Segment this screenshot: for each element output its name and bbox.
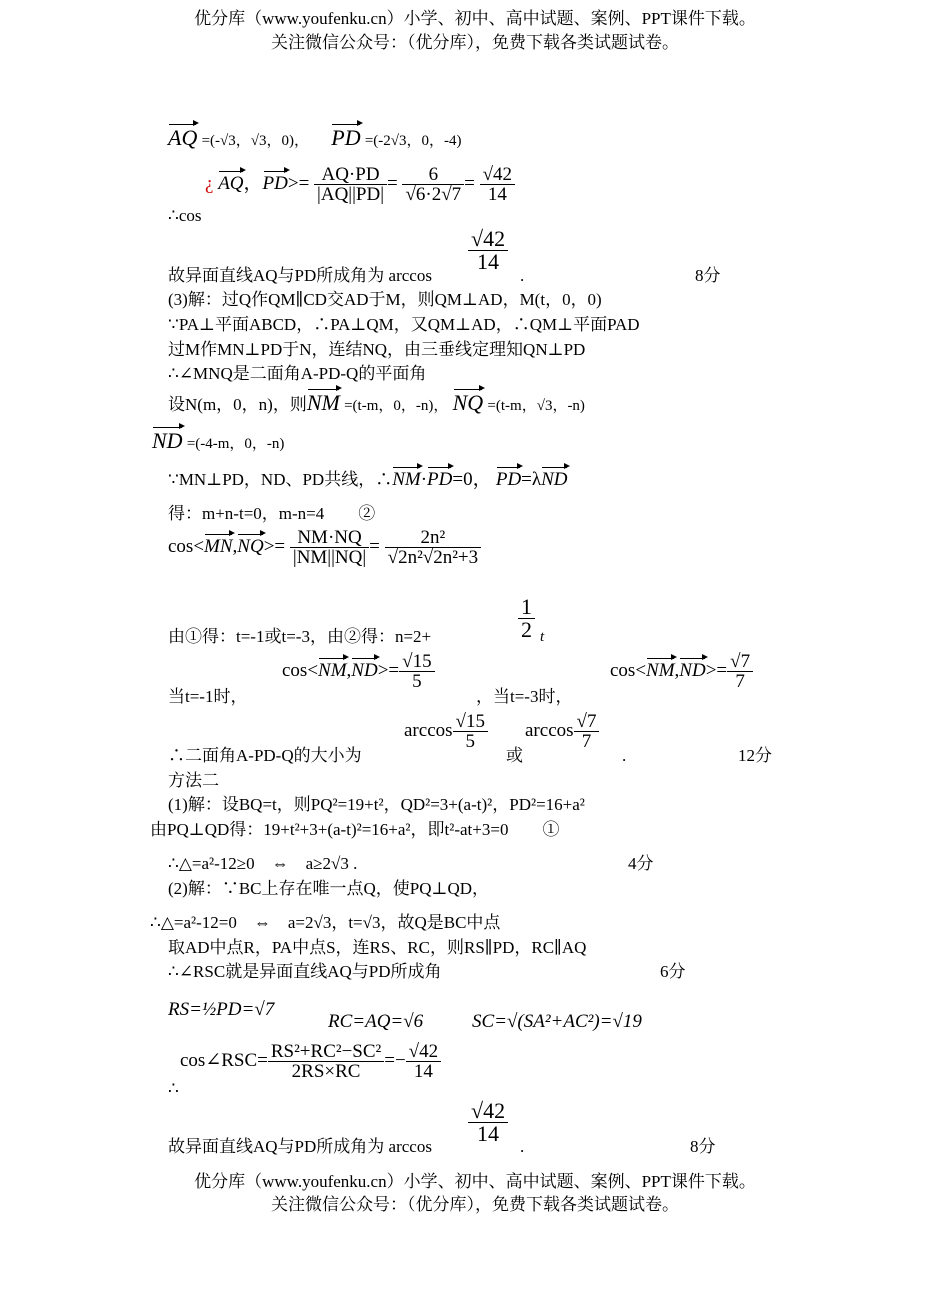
vector-aq-line: [168, 127, 462, 149]
vector-pd: PD: [331, 125, 361, 150]
therefore-2: ∴: [168, 1079, 179, 1098]
vector-aq-value: =(-√3，√3，0)，: [201, 133, 309, 149]
vec-pd-dot: PD: [427, 469, 453, 490]
part3-line-e: [168, 392, 585, 414]
arccos-2: [525, 712, 599, 751]
cos-mn-rden: √2n²√2n²+3: [387, 547, 479, 568]
part3-line-g: ∵MN⊥PD，ND、PD共线，∴NM·PD=0， PD=λND: [168, 469, 568, 490]
cos2-num: √7: [727, 652, 753, 672]
cos-fraction-den: |AQ||PD|: [317, 184, 384, 205]
cos1-den: 5: [412, 671, 422, 692]
cos-rsc-rden: 14: [413, 1061, 433, 1082]
vec-nd: ND: [152, 428, 183, 453]
vec-nq-value: =(t-m，√3，-n): [487, 398, 585, 414]
cos-fraction: [314, 165, 387, 204]
arccos2-num: √7: [574, 712, 600, 732]
lambda: =λ: [521, 469, 542, 490]
arccos-label-2: arccos: [525, 719, 574, 741]
when-t-3: ，当t=-3时，: [476, 687, 573, 706]
period-3: .: [520, 1137, 525, 1156]
cos-mn-result: [385, 528, 481, 567]
arccos1-den: 5: [465, 731, 475, 752]
dihedral-answer: ∴二面角A-PD-Q的大小为: [168, 746, 362, 765]
cos-mn-rnum: 2n²: [385, 528, 481, 548]
cos-label: cos<: [168, 535, 205, 557]
set-n: 设N(m，0，n)，则: [168, 395, 307, 414]
score-8b: 8分: [690, 1137, 716, 1156]
part3-line-c: 过M作MN⊥PD于N，连结NQ，由三垂线定理知QN⊥PD: [168, 340, 586, 359]
part3-line-a: (3)解：过Q作QM∥CD交AD于M，则QM⊥AD，M(t，0，0): [168, 290, 602, 309]
score-12: 12分: [738, 746, 772, 765]
m2-line-e: ∴△=a²-12=0 ⇔ a=2√3，t=√3，故Q是BC中点: [150, 913, 501, 932]
part3-line-h: 得：m+n-t=0，m-n=4 ②: [168, 504, 376, 523]
vec-nq: NQ: [452, 390, 484, 415]
cos-fraction-num: AQ·PD: [314, 165, 387, 185]
vec-nd-value: =(-4-m，0，-n): [186, 436, 285, 452]
frac6-num: 6: [402, 165, 464, 185]
vector-pd-value: =(-2√3，0，-4): [364, 133, 462, 149]
ans1-den: 14: [477, 249, 500, 274]
vec-nm: NM: [306, 390, 340, 415]
score-4: 4分: [628, 854, 654, 873]
m2-line-a: (1)解：设BQ=t，则PQ²=19+t²，QD²=3+(a-t)²，PD²=16+a²: [168, 795, 585, 814]
collinear-text: ∵MN⊥PD，ND、PD共线，∴: [168, 470, 393, 489]
ans2-num: √42: [468, 1100, 508, 1123]
half-fraction: [518, 596, 535, 641]
part3-line-d: ∴∠MNQ是二面角A-PD-Q的平面角: [168, 364, 427, 383]
header-line-1: 优分库（www.youfenku.cn）小学、初中、高中试题、案例、PPT课件下载。: [194, 9, 756, 28]
m2-line-f: 取AD中点R，PA中点S，连RS、RC，则RS∥PD，RC∥AQ: [168, 938, 587, 957]
vec-pd-inline: PD: [262, 172, 288, 194]
or-word: 或: [506, 746, 523, 765]
vec-nm-dot: NM: [392, 469, 421, 490]
arccos2-den: 7: [581, 731, 592, 752]
answer-1: 故异面直线AQ与PD所成角为 arccos: [168, 266, 432, 285]
vec-nd-eq: ND: [541, 469, 568, 490]
cos-nm-nd-1: cos<NM,ND>= $\frac{√15}{5}$: [282, 652, 435, 691]
cos-formula: ¿ AQ，PD>= $\frac{AQ\cdot PD}{|AQ||PD|}$ = $\frac{6}{√6\cdot 2√7}$ = $\frac{√42}{14}$: [205, 165, 515, 204]
cos-rsc-den: 2RS×RC: [291, 1061, 361, 1082]
part3-line-j: 由①得：t=-1或t=-3，由②得：n=2+: [168, 627, 432, 646]
vector-aq: AQ: [168, 125, 198, 150]
r42-num: √42: [480, 165, 515, 185]
score-6: 6分: [660, 962, 686, 981]
sc-equation: SC=√(SA²+AC²)=√19: [472, 1011, 642, 1032]
cos-rsc-rnum: √42: [406, 1042, 441, 1062]
part3-line-f: [152, 430, 284, 452]
cos-mn-frac: [290, 528, 369, 567]
cos-rsc: [180, 1042, 441, 1081]
ans1-num: √42: [468, 228, 508, 251]
cos-result: [480, 165, 515, 204]
frac6-den: √6·2√7: [405, 184, 462, 205]
cos-fraction-2: [402, 165, 464, 204]
t-var: t: [540, 629, 545, 645]
period-1: .: [520, 266, 525, 285]
footer-line-1: 优分库（www.youfenku.cn）小学、初中、高中试题、案例、PPT课件下载。: [194, 1172, 756, 1191]
score-8: 8分: [695, 266, 721, 285]
vec-mn: MN: [204, 535, 233, 557]
ans2-den: 14: [477, 1121, 500, 1146]
m2-line-c: ∴△=a²-12≥0 ⇔ a≥2√3 .: [168, 854, 358, 873]
ans2-fraction: [468, 1100, 508, 1145]
answer-2: 故异面直线AQ与PD所成角为 arccos: [168, 1137, 432, 1156]
m2-line-g: ∴∠RSC就是异面直线AQ与PD所成角: [168, 962, 442, 981]
method-2: 方法二: [168, 771, 219, 790]
period-2: .: [622, 746, 627, 765]
part3-line-b: ∵PA⊥平面ABCD，∴PA⊥QM，又QM⊥AD，∴QM⊥平面PAD: [168, 315, 640, 334]
vec-aq-inline: AQ: [218, 172, 244, 194]
m2-line-d: (2)解：∵BC上存在唯一点Q，使PQ⊥QD，: [168, 879, 490, 898]
cos-mn-den: |NM||NQ|: [292, 547, 367, 568]
dot-zero: =0，: [452, 469, 492, 490]
r14-den: 14: [487, 184, 507, 205]
half-num: 1: [518, 596, 535, 619]
rc-equation: RC=AQ=√6: [328, 1011, 424, 1032]
vec-nm-value: =(t-m，0，-n)，: [344, 398, 449, 414]
cos-bracket: ¿: [205, 172, 214, 194]
ans1-fraction: [468, 228, 508, 273]
cos-mn-nq: cos<MN,NQ>= $\frac{NM\cdot NQ}{|NM||NQ|}$ = $\frac{\text{2n²}}{\text{√2n²√2n²+3}}$: [168, 528, 481, 567]
cos-rsc-label: cos∠RSC=: [180, 1049, 268, 1071]
arccos-label-1: arccos: [404, 719, 453, 741]
when-t-1: 当t=-1时，: [168, 687, 248, 706]
half-den: 2: [521, 617, 532, 642]
vec-pd-eq: PD: [495, 469, 522, 490]
arccos1-num: √15: [453, 712, 488, 732]
rs-equation: RS=½PD=√7: [168, 999, 275, 1020]
vec-nq-2: NQ: [237, 535, 264, 557]
arccos-1: [404, 712, 488, 751]
header-line-2: 关注微信公众号：（优分库），免费下载各类试题试卷。: [271, 33, 679, 52]
cos-prefix: ∴cos: [168, 206, 202, 225]
cos-nm-nd-2: cos<NM,ND>= $\frac{√7}{7}$: [610, 652, 753, 691]
cos-mn-num: NM·NQ: [290, 528, 369, 548]
cos-rsc-num: RS²+RC²−SC²: [268, 1042, 384, 1062]
cos-rsc-eq: =−: [384, 1049, 406, 1071]
cos1-num: √15: [399, 652, 434, 672]
footer-line-2: 关注微信公众号：（优分库），免费下载各类试题试卷。: [271, 1195, 679, 1214]
cos2-den: 7: [735, 671, 745, 692]
m2-line-b: 由PQ⊥QD得：19+t²+3+(a-t)²=16+a²，即t²-at+3=0 ①: [150, 820, 560, 839]
